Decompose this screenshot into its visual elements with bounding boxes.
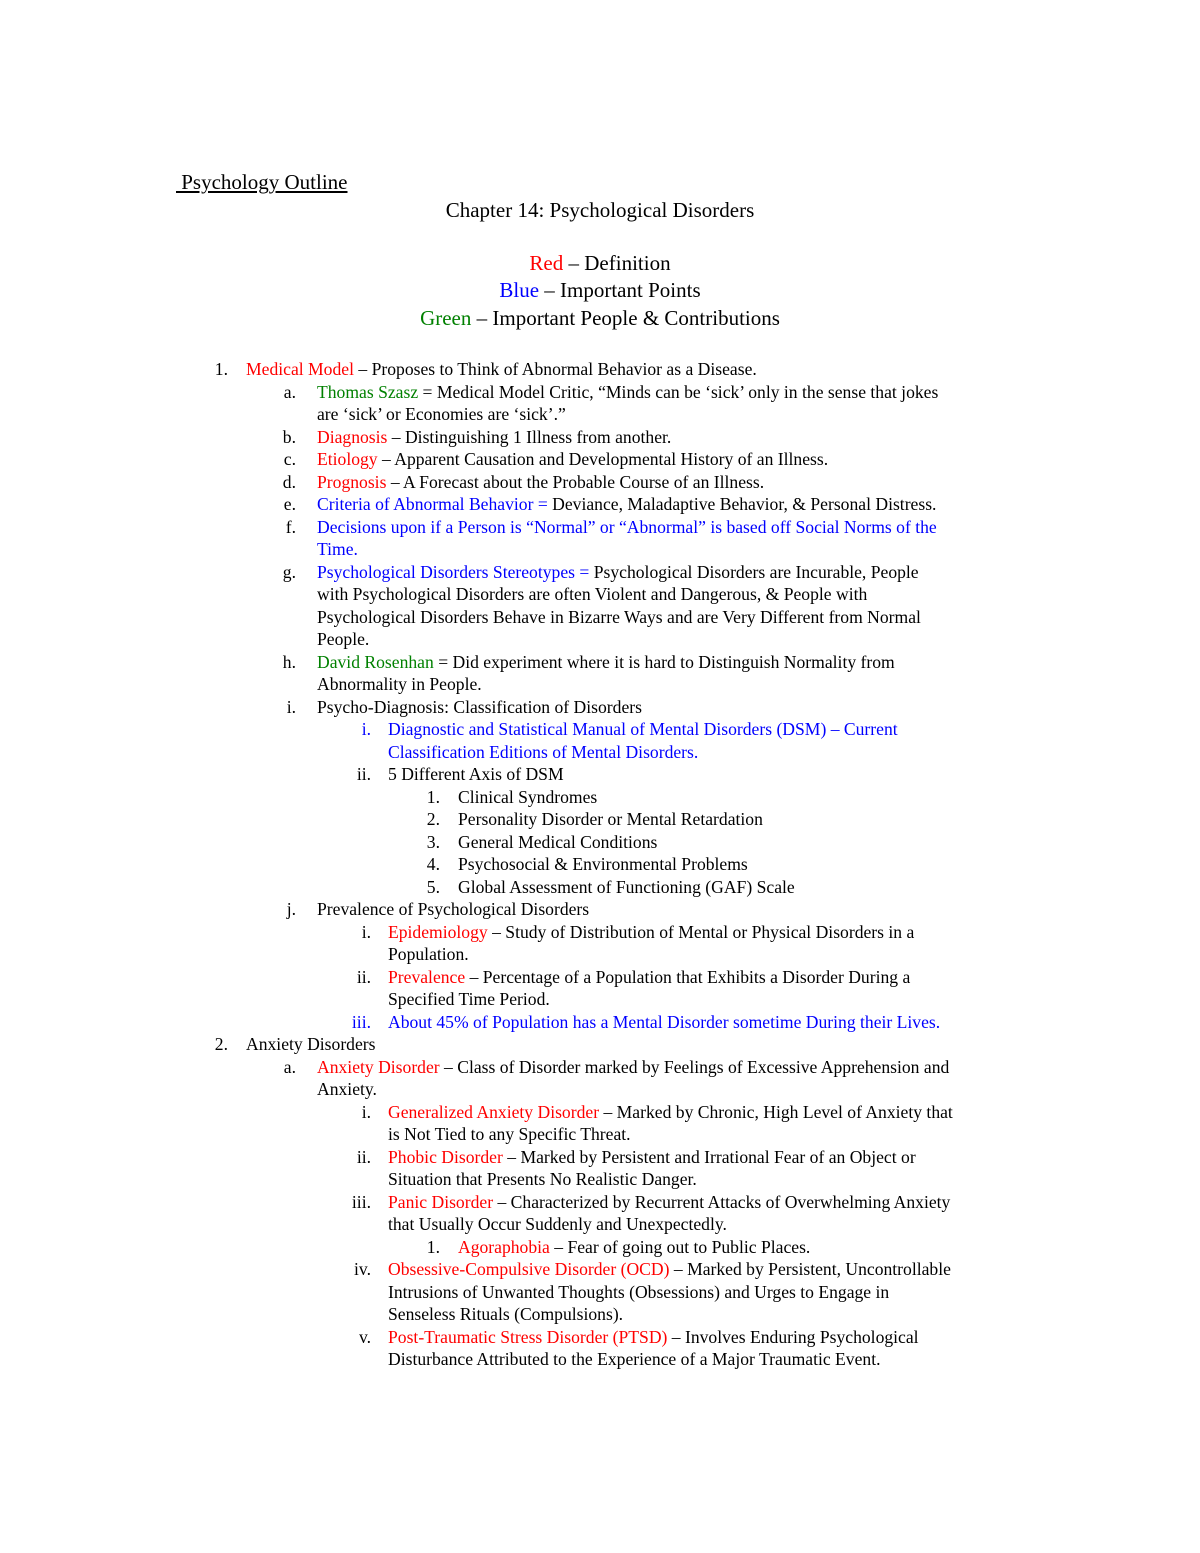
outline-segment: Psycho-Diagnosis: Classification of Disorders <box>317 696 642 717</box>
outline-text <box>388 1146 1040 1191</box>
outline-segment: Anxiety Disorders <box>246 1034 376 1054</box>
highlighted-term: About 45% of Population has a Mental Disorder sometime During their Lives. <box>388 1011 941 1032</box>
outline-segment: Global Assessment of Functioning (GAF) Scale <box>458 876 795 897</box>
legend-line-blue <box>0 278 1200 302</box>
outline-text <box>317 471 1040 494</box>
highlighted-term: Prognosis <box>317 471 387 492</box>
outline-marker: iv. <box>354 1259 371 1279</box>
outline-marker: 3. <box>426 831 440 852</box>
highlighted-term: Criteria of Abnormal Behavior = <box>317 494 548 514</box>
outline-text <box>388 718 1040 763</box>
outline-text <box>458 831 1040 854</box>
outline-text <box>458 1236 1040 1259</box>
highlighted-term: Diagnosis <box>317 426 388 447</box>
highlighted-term: Generalized Anxiety Disorder <box>388 1101 600 1122</box>
outline-marker: ii. <box>356 764 371 784</box>
outline-text <box>317 448 1040 471</box>
highlighted-term: David Rosenhan <box>317 651 434 672</box>
highlighted-term: Medical Model <box>246 359 354 379</box>
outline-text <box>458 853 1040 876</box>
outline-segment: – Marked by Persistent, Uncontrollable Intrusions of Unwanted Thoughts (Obsessions) and Urges to Engage in Senseless Rituals (Compulsions). <box>388 1259 951 1324</box>
outline-text <box>317 696 1040 719</box>
outline-segment: – Study of Distribution of Mental or Physical Disorders in a Population. <box>388 921 915 964</box>
outline-marker: e. <box>283 494 296 514</box>
highlighted-term: Decisions upon if a Person is “Normal” or “Abnormal” is based off Social Norms of the Time. <box>317 516 937 559</box>
outline-text <box>388 921 1040 966</box>
outline-segment: Psychosocial & Environmental Problems <box>458 854 748 874</box>
outline-marker: a. <box>283 381 296 402</box>
highlighted-term: Epidemiology <box>388 921 488 942</box>
outline-marker: a. <box>283 1056 296 1077</box>
outline-segment: – Class of Disorder marked by Feelings of Excessive Apprehension and Anxiety. <box>317 1056 950 1099</box>
outline-marker: 4. <box>426 854 440 874</box>
highlighted-term: Prevalence <box>388 966 466 987</box>
outline-segment: – A Forecast about the Probable Course of an Illness. <box>386 471 765 492</box>
highlighted-term: Anxiety Disorder <box>317 1056 440 1077</box>
outline-marker: i. <box>361 921 371 942</box>
outline-text <box>388 763 1040 786</box>
outline-text <box>388 1191 1040 1236</box>
outline-segment: Clinical Syndromes <box>458 786 598 807</box>
outline-segment: – Marked by Chronic, High Level of Anxiety that is Not Tied to any Specific Threat. <box>388 1101 953 1144</box>
outline-text <box>458 876 1040 899</box>
outline-marker: b. <box>282 426 296 447</box>
outline-segment: Psychological Disorders are Incurable, People with Psychological Disorders are often Violent and Dangerous, & People with Psychological Disorders Behave in Bizarre Ways and are Very Different from Normal People. <box>317 561 921 649</box>
highlighted-term: Post-Traumatic Stress Disorder (PTSD) <box>388 1326 668 1347</box>
outline-text <box>317 1056 1040 1101</box>
outline-marker: 5. <box>426 876 440 897</box>
outline-marker: iii. <box>351 1191 371 1212</box>
highlighted-term: Obsessive-Compulsive Disorder (OCD) <box>388 1259 670 1279</box>
legend-line-green <box>0 306 1200 330</box>
outline-text <box>317 516 1040 561</box>
outline-marker: h. <box>282 651 296 672</box>
outline-segment: – Marked by Persistent and Irrational Fear of an Object or Situation that Presents No Realistic Danger. <box>388 1146 916 1189</box>
outline-segment: – Apparent Causation and Developmental History of an Illness. <box>377 449 829 469</box>
document-title: Psychology Outline <box>176 170 348 194</box>
highlighted-term: Etiology <box>317 449 378 469</box>
legend-text: – Important People & Contributions <box>471 306 780 330</box>
highlighted-term: Diagnostic and Statistical Manual of Mental Disorders (DSM) – Current Classification Editions of Mental Disorders. <box>388 719 898 762</box>
outline-text <box>246 358 1040 381</box>
outline-marker: 1. <box>426 1236 440 1257</box>
outline-text <box>246 1033 1040 1056</box>
outline-marker: i. <box>286 696 296 717</box>
outline-marker: i. <box>361 719 371 739</box>
outline-segment: – Distinguishing 1 Illness from another. <box>387 426 672 447</box>
outline-text <box>388 1101 1040 1146</box>
outline-segment: 5 Different Axis of DSM <box>388 764 564 784</box>
outline-segment: – Percentage of a Population that Exhibits a Disorder During a Specified Time Period. <box>388 966 911 1009</box>
outline-text <box>317 426 1040 449</box>
legend-color-word: Blue <box>499 278 540 302</box>
outline-segment: – Fear of going out to Public Places. <box>549 1236 811 1257</box>
legend-line-red <box>0 251 1200 275</box>
outline-segment: Deviance, Maladaptive Behavior, & Personal Distress. <box>547 494 937 514</box>
outline-segment: Personality Disorder or Mental Retardation <box>458 809 763 829</box>
outline-text <box>388 966 1040 1011</box>
outline-segment: Prevalence of Psychological Disorders <box>317 899 590 919</box>
highlighted-term: Psychological Disorders Stereotypes = <box>317 561 590 582</box>
outline-segment: General Medical Conditions <box>458 831 658 852</box>
outline-marker: j. <box>286 899 296 919</box>
outline-text <box>388 1258 1040 1326</box>
highlighted-term: Thomas Szasz <box>317 381 419 402</box>
outline-marker: v. <box>358 1326 371 1347</box>
outline-segment: = Did experiment where it is hard to Distinguish Normality from Abnormality in People. <box>317 651 895 694</box>
outline-segment: – Characterized by Recurrent Attacks of Overwhelming Anxiety that Usually Occur Suddenly and Unexpectedly. <box>388 1191 951 1234</box>
outline-text <box>458 808 1040 831</box>
outline-text <box>317 381 1040 426</box>
outline-marker: iii. <box>351 1011 371 1032</box>
outline-text <box>458 786 1040 809</box>
outline-segment: – Proposes to Think of Abnormal Behavior as a Disease. <box>353 359 757 379</box>
outline-marker: f. <box>285 516 296 537</box>
outline-marker: i. <box>361 1101 371 1122</box>
outline-text <box>388 1011 1040 1034</box>
outline-marker: c. <box>283 449 296 469</box>
outline-text <box>317 651 1040 696</box>
outline-text <box>317 493 1040 516</box>
outline-marker: d. <box>282 471 296 492</box>
outline-marker: ii. <box>356 966 371 987</box>
highlighted-term: Agoraphobia <box>458 1236 550 1257</box>
highlighted-term: Phobic Disorder <box>388 1146 503 1167</box>
legend-text: – Important Points <box>539 278 701 302</box>
outline-text <box>388 1326 1040 1371</box>
outline-marker: g. <box>282 561 296 582</box>
legend-text: – Definition <box>563 251 671 275</box>
outline-segment: – Involves Enduring Psychological Disturbance Attributed to the Experience of a Major Traumatic Event. <box>388 1326 919 1369</box>
chapter-heading: Chapter 14: Psychological Disorders <box>445 198 755 222</box>
outline-marker: ii. <box>356 1146 371 1167</box>
outline-text <box>317 561 1040 651</box>
legend-color-word: Green <box>420 306 472 330</box>
outline-marker: 2. <box>426 809 440 829</box>
legend-color-word: Red <box>529 251 564 275</box>
highlighted-term: Panic Disorder <box>388 1191 494 1212</box>
outline-marker: 1. <box>426 786 440 807</box>
outline-marker: 2. <box>214 1034 228 1054</box>
outline-text <box>317 898 1040 921</box>
outline-segment: = Medical Model Critic, “Minds can be ‘sick’ only in the sense that jokes are ‘sick’ or Economies are ‘sick’.” <box>317 381 939 424</box>
outline-marker: 1. <box>214 359 228 379</box>
